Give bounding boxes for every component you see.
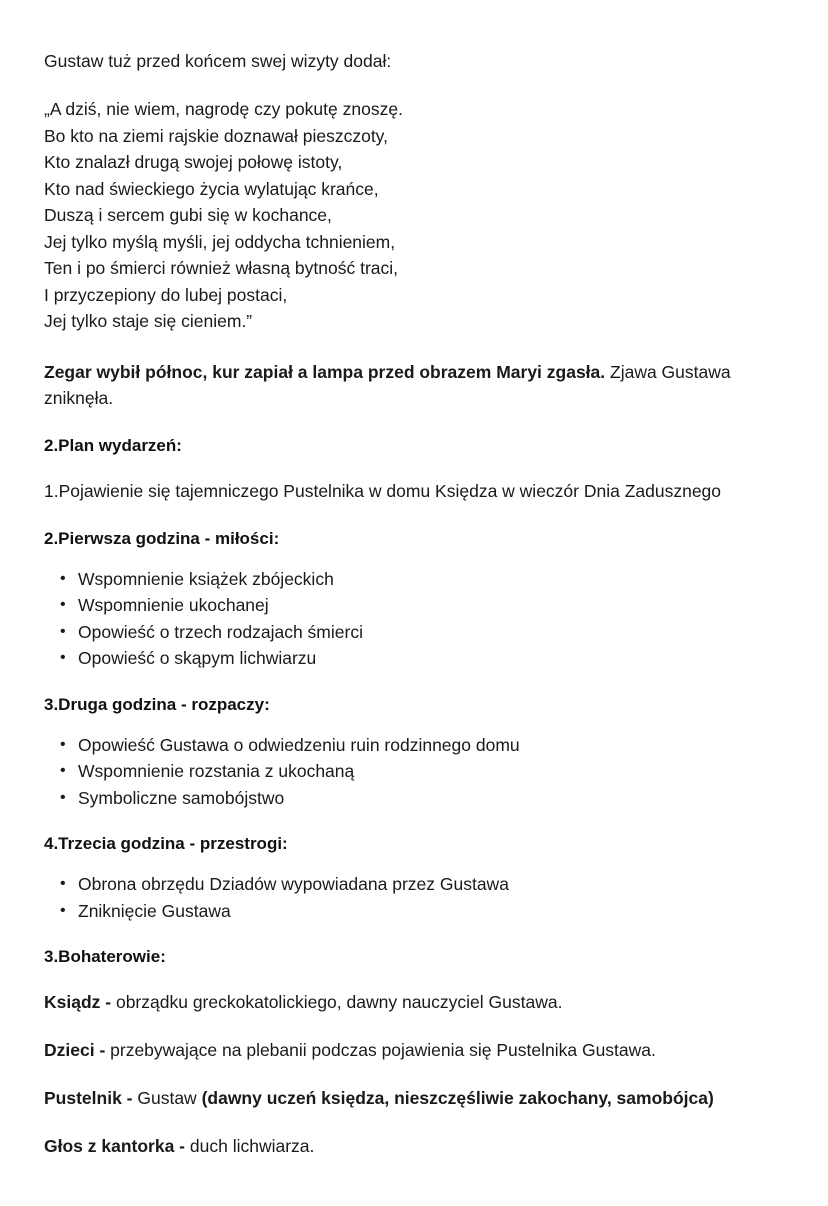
character-description: Gustaw xyxy=(132,1088,202,1108)
list-item: • Opowieść o trzech rodzajach śmierci xyxy=(78,620,756,646)
plan-item-1: 1.Pojawienie się tajemniczego Pustelnika w domu Księdza w wieczór Dnia Zadusznego xyxy=(44,480,722,501)
verse-line: I przyczepiony do lubej postaci, xyxy=(44,284,288,305)
section-list-second-hour xyxy=(44,733,756,812)
list-item: • Symboliczne samobójstwo xyxy=(78,786,756,812)
verse-line: Ten i po śmierci również własną bytność traci, xyxy=(44,258,399,278)
list-item: • Wspomnienie rozstania z ukochaną xyxy=(78,759,756,785)
verse-block xyxy=(44,96,756,335)
character-name: Dzieci - xyxy=(44,1040,106,1060)
intro-paragraph: Gustaw tuż przed końcem swej wizyty dodał: xyxy=(44,51,392,71)
list-item: • Opowieść o skąpym lichwiarzu xyxy=(78,646,756,672)
character-name: Ksiądz - xyxy=(44,992,112,1012)
list-item: • Wspomnienie ukochanej xyxy=(78,593,756,619)
verse-line: Duszą i sercem gubi się w kochance, xyxy=(44,205,332,225)
section-heading-second-hour: 3.Druga godzina - rozpaczy: xyxy=(44,694,270,714)
verse-line: Kto znalazł drugą swojej połowę istoty, xyxy=(44,152,343,172)
plan-heading: 2.Plan wydarzeń: xyxy=(44,435,182,455)
list-item: • Obrona obrzędu Dziadów wypowiadana przez Gustawa xyxy=(78,872,756,898)
character-voice-from-choir xyxy=(44,1133,756,1159)
closing-rest-text: Zjawa Gustawa zniknęła. xyxy=(44,361,731,408)
closing-paragraph xyxy=(44,359,756,411)
section-list-third-hour xyxy=(44,872,756,924)
character-children xyxy=(44,1037,756,1063)
verse-line: Kto nad świeckiego życia wylatując krańce, xyxy=(44,178,379,199)
closing-bold-text: Zegar wybił północ, kur zapiał a lampa przed obrazem Maryi zgasła. xyxy=(44,361,606,382)
section-heading-third-hour: 4.Trzecia godzina - przestrogi: xyxy=(44,834,288,853)
section-list-first-hour xyxy=(44,567,756,672)
character-description: przebywające na plebanii podczas pojawienia się Pustelnika Gustawa. xyxy=(105,1040,656,1060)
verse-line: Jej tylko staje się cieniem.” xyxy=(44,311,253,331)
character-name: Głos z kantorka - xyxy=(44,1136,186,1156)
list-item: • Opowieść Gustawa o odwiedzeniu ruin rodzinnego domu xyxy=(78,733,756,759)
verse-line: Jej tylko myślą myśli, jej oddycha tchnieniem, xyxy=(44,231,396,252)
list-item: • Wspomnienie książek zbójeckich xyxy=(78,567,756,593)
section-heading-first-hour: 2.Pierwsza godzina - miłości: xyxy=(44,528,280,548)
character-description-bold: (dawny uczeń księdza, nieszczęśliwie zakochany, samobójca) xyxy=(201,1088,714,1108)
character-hermit xyxy=(44,1085,756,1111)
verse-line: „A dziś, nie wiem, nagrodę czy pokutę znoszę. xyxy=(44,99,403,119)
character-priest xyxy=(44,989,756,1015)
verse-line: Bo kto na ziemi rajskie doznawał pieszczoty, xyxy=(44,125,388,146)
character-description: duch lichwiarza. xyxy=(185,1136,315,1156)
list-item: • Zniknięcie Gustawa xyxy=(78,899,756,925)
characters-heading: 3.Bohaterowie: xyxy=(44,947,166,966)
character-name: Pustelnik - xyxy=(44,1088,133,1108)
character-description: obrządku greckokatolickiego, dawny nauczyciel Gustawa. xyxy=(111,992,563,1012)
